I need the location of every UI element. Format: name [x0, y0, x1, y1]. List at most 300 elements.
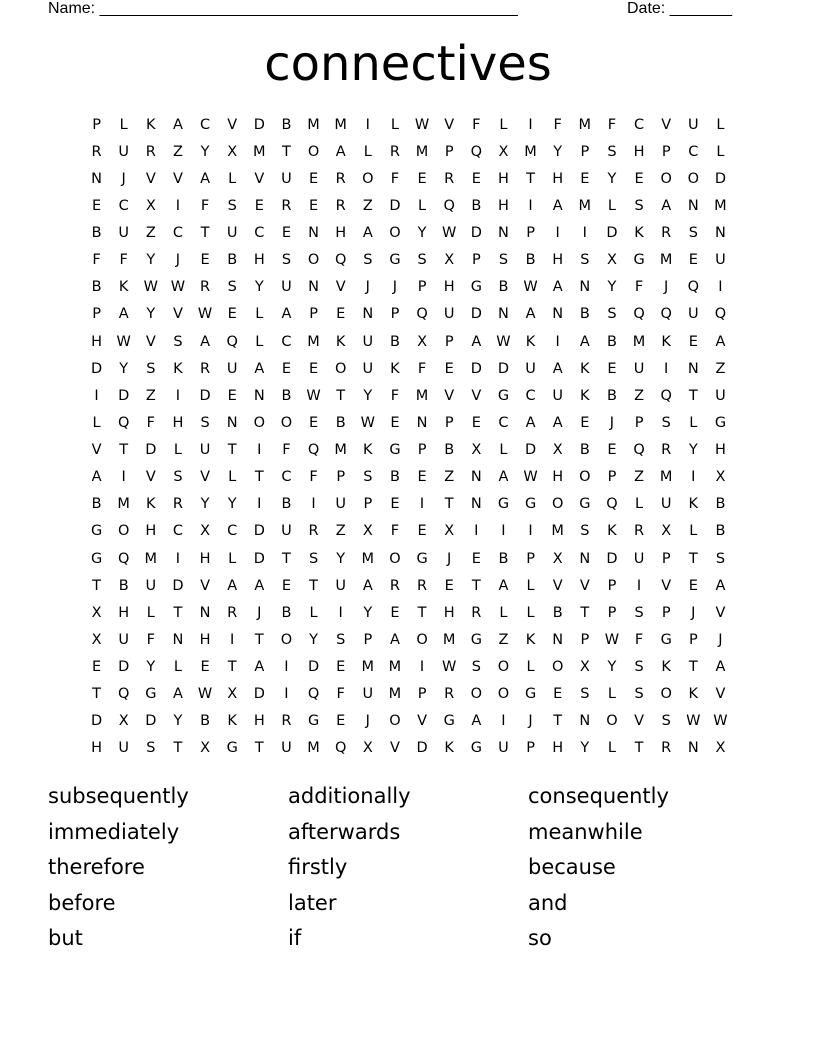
grid-letter[interactable]: I [501, 713, 506, 730]
grid-letter[interactable]: H [91, 740, 103, 757]
grid-letter[interactable]: X [552, 442, 563, 459]
grid-letter[interactable]: N [308, 225, 319, 242]
grid-letter[interactable]: J [365, 713, 370, 730]
grid-letter[interactable]: P [309, 306, 318, 323]
grid-letter[interactable]: S [634, 604, 644, 621]
grid-letter[interactable]: X [661, 523, 672, 540]
grid-letter[interactable]: A [172, 116, 183, 133]
grid-letter[interactable]: E [336, 306, 346, 323]
grid-letter[interactable]: B [281, 496, 292, 513]
grid-letter[interactable]: G [660, 631, 672, 648]
grid-letter[interactable]: U [118, 225, 129, 242]
grid-letter[interactable]: E [688, 333, 698, 350]
grid-letter[interactable]: C [172, 523, 183, 540]
grid-letter[interactable]: E [336, 713, 346, 730]
grid-letter[interactable]: D [606, 550, 618, 567]
grid-letter[interactable]: V [335, 279, 346, 296]
grid-letter[interactable]: V [552, 577, 563, 594]
grid-letter[interactable]: E [308, 197, 319, 214]
grid-letter[interactable]: V [145, 170, 156, 187]
date-field[interactable]: Date: _______ [627, 0, 732, 17]
grid-letter[interactable]: O [579, 469, 591, 486]
grid-letter[interactable]: E [580, 414, 590, 431]
grid-letter[interactable]: O [687, 170, 700, 187]
grid-letter[interactable]: A [172, 686, 183, 703]
grid-letter[interactable]: S [336, 631, 346, 648]
grid-letter[interactable]: X [362, 740, 373, 757]
grid-letter[interactable]: I [582, 225, 587, 242]
grid-letter[interactable]: T [580, 604, 590, 621]
grid-letter[interactable]: N [253, 387, 265, 404]
grid-letter[interactable]: O [470, 686, 483, 703]
grid-letter[interactable]: Q [334, 740, 347, 757]
grid-letter[interactable]: C [281, 469, 292, 486]
grid-letter[interactable]: I [121, 469, 126, 486]
grid-letter[interactable]: G [524, 686, 537, 703]
grid-letter[interactable]: U [660, 496, 672, 513]
grid-letter[interactable]: H [714, 442, 726, 459]
grid-letter[interactable]: U [552, 387, 563, 404]
grid-letter[interactable]: G [145, 686, 157, 703]
grid-letter[interactable]: A [552, 360, 563, 377]
grid-letter[interactable]: K [146, 496, 156, 513]
grid-letter[interactable]: R [471, 604, 482, 621]
grid-letter[interactable]: C [634, 116, 645, 133]
grid-letter[interactable]: X [118, 713, 129, 730]
grid-letter[interactable]: W [197, 686, 213, 703]
grid-letter[interactable]: S [661, 414, 671, 431]
grid-letter[interactable]: A [525, 306, 536, 323]
grid-letter[interactable]: B [498, 279, 509, 296]
grid-letter[interactable]: K [580, 360, 590, 377]
grid-letter[interactable]: A [715, 577, 726, 594]
grid-letter[interactable]: N [470, 469, 482, 486]
grid-letter[interactable]: D [497, 360, 510, 377]
grid-letter[interactable]: Q [687, 279, 700, 296]
grid-letter[interactable]: S [580, 523, 590, 540]
grid-letter[interactable]: E [607, 360, 617, 377]
grid-letter[interactable]: I [528, 197, 533, 214]
grid-letter[interactable]: W [306, 387, 321, 404]
grid-letter[interactable]: E [444, 577, 454, 594]
grid-letter[interactable]: O [416, 631, 428, 648]
grid-letter[interactable]: M [388, 659, 402, 676]
grid-letter[interactable]: R [308, 523, 319, 540]
grid-letter[interactable]: U [226, 225, 238, 242]
grid-letter[interactable]: X [498, 143, 509, 160]
grid-letter[interactable]: P [363, 496, 373, 513]
grid-letter[interactable]: Q [660, 387, 672, 404]
grid-letter[interactable]: J [664, 279, 669, 296]
grid-letter[interactable]: G [90, 523, 103, 540]
grid-letter[interactable]: P [634, 414, 644, 431]
grid-letter[interactable]: W [496, 333, 511, 350]
grid-letter[interactable]: U [118, 740, 129, 757]
grid-letter[interactable]: M [578, 197, 592, 214]
grid-letter[interactable]: S [363, 469, 373, 486]
grid-letter[interactable]: N [579, 279, 591, 296]
grid-letter[interactable]: O [117, 523, 130, 540]
grid-letter[interactable]: W [523, 469, 538, 486]
grid-letter[interactable]: Y [553, 143, 563, 160]
grid-letter[interactable]: Q [117, 686, 130, 703]
grid-letter[interactable]: B [281, 116, 292, 133]
grid-letter[interactable]: A [362, 577, 373, 594]
grid-letter[interactable]: L [173, 659, 182, 676]
grid-letter[interactable]: V [172, 306, 183, 323]
grid-letter[interactable]: D [118, 387, 130, 404]
grid-letter[interactable]: L [499, 116, 508, 133]
grid-letter[interactable]: C [172, 225, 183, 242]
grid-letter[interactable]: V [254, 170, 265, 187]
grid-letter[interactable]: E [417, 469, 427, 486]
grid-letter[interactable]: J [691, 604, 696, 621]
grid-letter[interactable]: U [715, 252, 726, 269]
grid-letter[interactable]: F [634, 279, 644, 296]
grid-letter[interactable]: Z [172, 143, 183, 160]
grid-letter[interactable]: B [579, 306, 590, 323]
name-field[interactable]: Name: _______________________________________________ [48, 0, 518, 17]
grid-letter[interactable]: X [471, 442, 482, 459]
grid-letter[interactable]: K [580, 387, 590, 404]
grid-letter[interactable]: O [280, 414, 293, 431]
grid-letter[interactable]: A [552, 414, 563, 431]
grid-letter[interactable]: K [607, 523, 617, 540]
grid-letter[interactable]: R [335, 197, 346, 214]
grid-letter[interactable]: R [200, 279, 211, 296]
grid-letter[interactable]: C [525, 387, 536, 404]
grid-letter[interactable]: K [444, 740, 454, 757]
grid-letter[interactable]: A [471, 333, 482, 350]
grid-letter[interactable]: N [470, 496, 482, 513]
grid-letter[interactable]: S [227, 279, 237, 296]
grid-letter[interactable]: S [200, 414, 210, 431]
grid-letter[interactable]: V [634, 713, 645, 730]
grid-letter[interactable]: I [419, 496, 425, 513]
grid-letter[interactable]: A [91, 469, 102, 486]
grid-letter[interactable]: Q [307, 442, 320, 459]
grid-letter[interactable]: F [282, 442, 291, 459]
grid-letter[interactable]: X [362, 523, 373, 540]
grid-letter[interactable]: O [253, 414, 266, 431]
grid-letter[interactable]: L [635, 496, 644, 513]
grid-letter[interactable]: B [227, 252, 238, 269]
grid-letter[interactable]: M [144, 550, 158, 567]
grid-letter[interactable]: H [253, 252, 265, 269]
grid-letter[interactable]: N [498, 306, 509, 323]
grid-letter[interactable]: N [91, 170, 102, 187]
grid-letter[interactable]: S [580, 252, 590, 269]
grid-letter[interactable]: A [254, 577, 265, 594]
grid-letter[interactable]: U [715, 387, 726, 404]
grid-letter[interactable]: H [335, 225, 347, 242]
grid-letter[interactable]: V [145, 333, 156, 350]
grid-letter[interactable]: Y [146, 252, 156, 269]
grid-letter[interactable]: A [200, 170, 211, 187]
grid-letter[interactable]: W [143, 279, 158, 296]
grid-letter[interactable]: I [718, 279, 723, 296]
grid-letter[interactable]: S [146, 740, 156, 757]
grid-letter[interactable]: Y [173, 713, 183, 730]
grid-letter[interactable]: I [175, 550, 181, 567]
grid-letter[interactable]: B [606, 333, 617, 350]
grid-letter[interactable]: K [363, 442, 373, 459]
grid-letter[interactable]: W [686, 713, 701, 730]
grid-letter[interactable]: C [688, 143, 699, 160]
grid-letter[interactable]: V [172, 170, 183, 187]
grid-letter[interactable]: L [309, 604, 318, 621]
grid-letter[interactable]: B [335, 414, 346, 431]
grid-letter[interactable]: D [118, 659, 130, 676]
grid-letter[interactable]: M [334, 116, 347, 133]
grid-letter[interactable]: W [414, 116, 430, 133]
grid-letter[interactable]: D [253, 116, 265, 133]
grid-letter[interactable]: X [579, 659, 590, 676]
grid-letter[interactable]: T [282, 143, 291, 160]
grid-letter[interactable]: Q [633, 306, 645, 323]
grid-letter[interactable]: X [91, 631, 102, 648]
grid-letter[interactable]: P [580, 143, 590, 160]
grid-letter[interactable]: T [227, 659, 237, 676]
grid-letter[interactable]: N [579, 713, 591, 730]
grid-letter[interactable]: B [471, 197, 482, 214]
grid-letter[interactable]: T [92, 686, 101, 703]
grid-letter[interactable]: U [362, 360, 374, 377]
grid-letter[interactable]: O [334, 360, 347, 377]
grid-letter[interactable]: A [254, 659, 265, 676]
grid-letter[interactable]: G [226, 740, 238, 757]
grid-letter[interactable]: E [227, 387, 237, 404]
grid-letter[interactable]: L [363, 143, 372, 160]
grid-letter[interactable]: Z [715, 360, 726, 377]
grid-letter[interactable]: D [389, 197, 401, 214]
grid-letter[interactable]: P [444, 143, 454, 160]
grid-letter[interactable]: V [200, 577, 211, 594]
grid-letter[interactable]: H [552, 469, 564, 486]
grid-letter[interactable]: F [553, 116, 562, 133]
grid-letter[interactable]: G [389, 442, 401, 459]
grid-letter[interactable]: Y [417, 225, 427, 242]
grid-letter[interactable]: A [498, 469, 509, 486]
grid-letter[interactable]: P [92, 306, 101, 323]
grid-letter[interactable]: P [580, 631, 590, 648]
grid-letter[interactable]: U [362, 333, 374, 350]
grid-letter[interactable]: S [607, 306, 617, 323]
grid-letter[interactable]: C [281, 333, 292, 350]
grid-letter[interactable]: U [145, 577, 157, 594]
grid-letter[interactable]: Q [443, 197, 455, 214]
grid-letter[interactable]: X [227, 143, 238, 160]
grid-letter[interactable]: W [116, 333, 131, 350]
grid-letter[interactable]: E [634, 170, 644, 187]
grid-letter[interactable]: O [551, 496, 564, 513]
grid-letter[interactable]: X [91, 604, 102, 621]
grid-letter[interactable]: L [526, 604, 535, 621]
grid-letter[interactable]: G [416, 550, 428, 567]
grid-letter[interactable]: S [498, 252, 509, 269]
grid-letter[interactable]: Q [117, 414, 130, 431]
grid-letter[interactable]: I [257, 442, 262, 459]
grid-letter[interactable]: M [253, 143, 266, 160]
grid-letter[interactable]: P [688, 631, 698, 648]
grid-letter[interactable]: E [417, 170, 427, 187]
grid-letter[interactable]: G [90, 550, 103, 567]
grid-letter[interactable]: B [281, 604, 292, 621]
grid-letter[interactable]: I [94, 387, 99, 404]
grid-letter[interactable]: L [689, 414, 698, 431]
grid-letter[interactable]: P [607, 604, 617, 621]
grid-letter[interactable]: L [418, 197, 427, 214]
grid-letter[interactable]: Z [444, 469, 455, 486]
grid-letter[interactable]: P [607, 577, 617, 594]
grid-letter[interactable]: I [691, 469, 696, 486]
grid-letter[interactable]: H [443, 604, 455, 621]
grid-letter[interactable]: U [199, 442, 211, 459]
grid-letter[interactable]: X [200, 740, 211, 757]
grid-letter[interactable]: T [282, 550, 291, 567]
grid-letter[interactable]: S [580, 686, 590, 703]
grid-letter[interactable]: B [715, 496, 726, 513]
grid-letter[interactable]: B [389, 333, 400, 350]
grid-letter[interactable]: O [660, 686, 672, 703]
grid-letter[interactable]: K [173, 360, 183, 377]
grid-letter[interactable]: H [253, 713, 265, 730]
grid-letter[interactable]: N [172, 631, 184, 648]
grid-letter[interactable]: Y [146, 306, 156, 323]
grid-letter[interactable]: V [661, 116, 672, 133]
grid-letter[interactable]: G [579, 496, 591, 513]
grid-letter[interactable]: H [199, 631, 211, 648]
grid-letter[interactable]: Q [117, 550, 130, 567]
grid-letter[interactable]: A [661, 197, 672, 214]
grid-letter[interactable]: M [388, 686, 402, 703]
grid-letter[interactable]: Y [580, 740, 590, 757]
grid-letter[interactable]: P [526, 225, 535, 242]
grid-letter[interactable]: L [173, 442, 182, 459]
grid-letter[interactable]: P [661, 604, 671, 621]
grid-letter[interactable]: S [281, 252, 292, 269]
grid-letter[interactable]: E [308, 170, 319, 187]
grid-letter[interactable]: W [442, 659, 457, 676]
grid-letter[interactable]: A [200, 333, 211, 350]
grid-letter[interactable]: X [606, 252, 617, 269]
grid-letter[interactable]: N [552, 631, 564, 648]
grid-letter[interactable]: P [417, 686, 427, 703]
grid-letter[interactable]: E [200, 659, 210, 676]
grid-letter[interactable]: I [284, 659, 289, 676]
grid-letter[interactable]: Y [146, 659, 156, 676]
grid-letter[interactable]: Z [498, 631, 509, 648]
grid-letter[interactable]: I [284, 686, 289, 703]
grid-letter[interactable]: F [92, 252, 101, 269]
grid-letter[interactable]: U [688, 116, 699, 133]
grid-letter[interactable]: T [254, 740, 264, 757]
grid-letter[interactable]: U [688, 306, 699, 323]
grid-letter[interactable]: I [555, 333, 560, 350]
grid-letter[interactable]: B [91, 225, 102, 242]
grid-letter[interactable]: R [389, 577, 400, 594]
grid-letter[interactable]: S [173, 333, 183, 350]
grid-letter[interactable]: D [307, 659, 320, 676]
grid-letter[interactable]: B [281, 387, 292, 404]
grid-letter[interactable]: L [390, 116, 399, 133]
grid-letter[interactable]: O [660, 170, 672, 187]
grid-letter[interactable]: F [200, 197, 210, 214]
grid-letter[interactable]: P [390, 306, 400, 323]
grid-letter[interactable]: N [579, 550, 591, 567]
grid-letter[interactable]: Z [145, 225, 156, 242]
grid-letter[interactable]: X [444, 523, 455, 540]
grid-letter[interactable]: U [443, 306, 455, 323]
grid-letter[interactable]: J [609, 414, 615, 431]
grid-letter[interactable]: V [715, 686, 726, 703]
grid-letter[interactable]: U [633, 550, 645, 567]
grid-letter[interactable]: M [714, 197, 727, 214]
grid-letter[interactable]: F [390, 523, 400, 540]
grid-letter[interactable]: D [524, 442, 537, 459]
grid-letter[interactable]: S [661, 713, 671, 730]
grid-letter[interactable]: C [498, 414, 509, 431]
grid-letter[interactable]: M [117, 496, 130, 513]
grid-letter[interactable]: Y [227, 496, 237, 513]
grid-letter[interactable]: L [255, 333, 264, 350]
grid-letter[interactable]: R [145, 143, 156, 160]
grid-letter[interactable]: D [714, 170, 727, 187]
grid-letter[interactable]: S [688, 225, 698, 242]
grid-letter[interactable]: J [718, 631, 723, 648]
grid-letter[interactable]: G [307, 713, 320, 730]
grid-letter[interactable]: H [497, 170, 509, 187]
grid-letter[interactable]: V [417, 713, 428, 730]
grid-letter[interactable]: M [551, 523, 564, 540]
grid-letter[interactable]: G [714, 414, 727, 431]
grid-letter[interactable]: E [91, 197, 102, 214]
grid-letter[interactable]: V [389, 740, 400, 757]
grid-letter[interactable]: Y [607, 659, 617, 676]
grid-letter[interactable]: B [91, 279, 102, 296]
grid-letter[interactable]: B [118, 577, 129, 594]
grid-letter[interactable]: U [335, 496, 346, 513]
grid-letter[interactable]: R [227, 604, 238, 621]
grid-letter[interactable]: X [715, 740, 726, 757]
grid-letter[interactable]: X [417, 333, 428, 350]
grid-letter[interactable]: I [501, 523, 506, 540]
grid-letter[interactable]: C [200, 116, 211, 133]
grid-letter[interactable]: K [661, 333, 671, 350]
grid-letter[interactable]: A [579, 333, 590, 350]
grid-letter[interactable]: A [254, 360, 265, 377]
grid-letter[interactable]: L [607, 197, 616, 214]
grid-letter[interactable]: E [390, 604, 400, 621]
grid-letter[interactable]: I [175, 387, 181, 404]
grid-letter[interactable]: K [525, 631, 536, 648]
grid-letter[interactable]: L [92, 414, 101, 431]
grid-letter[interactable]: A [389, 631, 400, 648]
grid-letter[interactable]: X [227, 686, 238, 703]
grid-letter[interactable]: T [553, 713, 563, 730]
grid-letter[interactable]: P [92, 116, 101, 133]
grid-letter[interactable]: N [687, 360, 699, 377]
grid-letter[interactable]: U [281, 279, 292, 296]
grid-letter[interactable]: Y [200, 143, 210, 160]
grid-letter[interactable]: T [688, 550, 698, 567]
grid-letter[interactable]: S [227, 197, 237, 214]
grid-letter[interactable]: R [634, 523, 645, 540]
grid-letter[interactable]: V [444, 116, 455, 133]
grid-letter[interactable]: H [552, 170, 564, 187]
grid-letter[interactable]: E [308, 360, 319, 377]
grid-letter[interactable]: P [444, 414, 454, 431]
